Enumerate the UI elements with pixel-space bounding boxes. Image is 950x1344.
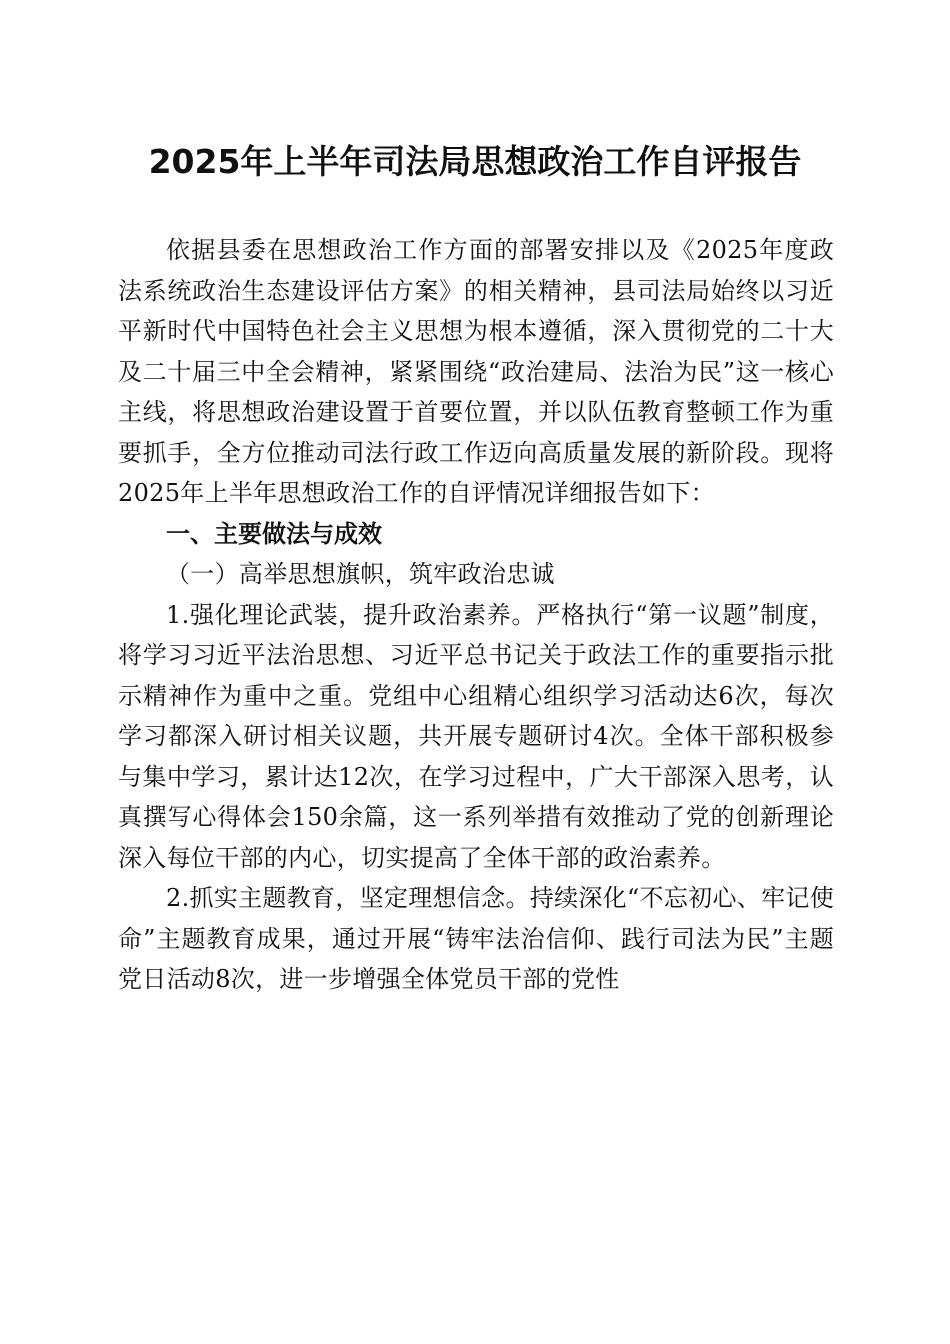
body-paragraph: 1.强化理论武装，提升政治素养。严格执行“第一议题”制度，将学习习近平法治思想、习近平总书记关于政法工作的重要指示批示精神作为重中之重。党组中心组精心组织学习活动达6次，每次学习都深入研讨相关议题，共开展专题研讨4次。全体干部积极参与集中学习，累计达12次，在学习过程中，广大干部深入思考，认真撰写心得体会150余篇，这一系列举措有效推动了党的创新理论深入每位干部的内心，切实提高了全体干部的政治素养。 [118,600,834,872]
section-heading: 一、主要做法与成效 [166,519,382,548]
intro-paragraph: 依据县委在思想政治工作方面的部署安排以及《2025年度政法系统政治生态建设评估方案》的相关精神，县司法局始终以习近平新时代中国特色社会主义思想为根本遵循，深入贯彻党的二十大及二十届三中全会精神，紧紧围绕“政治建局、法治为民”这一核心主线，将思想政治建设置于首要位置，并以队伍教育整顿工作为重要抓手，全方位推动司法行政工作迈向高质量发展的新阶段。现将2025年上半年思想政治工作的自评情况详细报告如下： [118,236,834,507]
body-paragraph: 2.抓实主题教育，坚定理想信念。持续深化“不忘初心、牢记使命”主题教育成果，通过开展“铸牢法治信仰、践行司法为民”主题党日活动8次，进一步增强全体党员干部的党性 [118,884,834,993]
document-body [118,230,834,1000]
subsection-heading: （一）高举思想旗帜，筑牢政治忠诚 [166,560,555,588]
document-title: 2025年上半年司法局思想政治工作自评报告 [148,142,802,181]
